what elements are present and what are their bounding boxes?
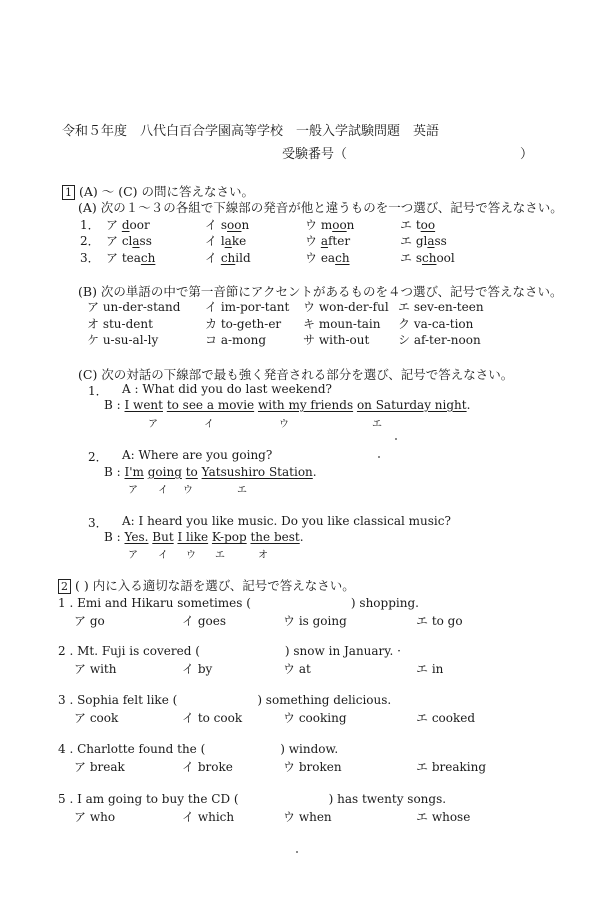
sentence-end: . (312, 465, 317, 479)
segment-mark: イ (204, 419, 214, 430)
underlined-part: ch (220, 251, 236, 265)
answer-choice: ア with (74, 662, 117, 676)
segment-mark: ア (128, 550, 138, 561)
exam-number-close: ） (520, 147, 534, 162)
segment-mark: ア (148, 419, 158, 430)
partB-choice (87, 331, 158, 348)
dialogue-line-b (104, 465, 317, 479)
partA-choice (400, 216, 435, 233)
question-stem (58, 596, 419, 610)
word-part: n (241, 218, 250, 232)
underlined-segment: I'm (124, 465, 144, 479)
exam-number-label: 受験番号（ (282, 147, 348, 162)
segment-mark: イ (158, 550, 168, 561)
choice-mark: ケ (87, 333, 103, 347)
word: a-mong (220, 333, 267, 347)
word: won-der-ful (318, 300, 389, 314)
underlined-segment: Yes. (124, 530, 149, 544)
choice-mark: ウ (303, 300, 319, 314)
choice-mark: ア (106, 251, 122, 265)
word: moun-tain (318, 317, 381, 331)
partB-choice (87, 298, 180, 315)
dialogue-line-b (104, 398, 470, 412)
segment-mark: ウ (186, 550, 196, 561)
choice-mark: エ (400, 251, 416, 265)
question-stem (58, 742, 338, 756)
choice-mark: エ (400, 218, 416, 232)
choice-mark: イ (205, 234, 221, 248)
partB-choice (205, 331, 266, 348)
answer-choice: ウ at (283, 662, 311, 676)
answer-choice: イ by (182, 662, 213, 676)
choice-mark: ア (106, 234, 122, 248)
choice-mark: イ (205, 300, 221, 314)
answer-choice: イ to cook (182, 711, 243, 725)
answer-choice: イ broke (182, 760, 233, 774)
word-part: fter (327, 234, 351, 248)
choice-mark: イ (205, 251, 221, 265)
choice-mark: イ (205, 218, 221, 232)
underlined-part: ch (140, 251, 156, 265)
sentence-end: . (466, 398, 471, 412)
stem-start: 4 . Charlotte found the ( (58, 742, 206, 756)
section1-number-box: 1 (62, 185, 75, 200)
partB-choice (205, 315, 281, 332)
choice-mark: カ (205, 317, 221, 331)
word-part: tea (121, 251, 141, 265)
section2-heading (58, 576, 355, 594)
partA-row-number: 2． (80, 234, 100, 248)
segment-mark: オ (258, 550, 268, 561)
choice-mark: エ (398, 300, 414, 314)
dialogue-line-a: A : What did you do last weekend? (122, 382, 332, 396)
answer-choice: ウ is going (283, 614, 347, 628)
choice-mark: ア (87, 300, 103, 314)
underlined-segment: I like (177, 530, 209, 544)
partA-instruction: (A) 次の１～３の各組で下線部の発音が他と違うものを一つ選び、記号で答えなさい。 (78, 200, 563, 215)
choice-mark: エ (400, 234, 416, 248)
segment-mark: イ (158, 485, 168, 496)
choice-mark: ウ (305, 218, 321, 232)
segment-mark: エ (372, 419, 382, 430)
underlined-segment: K-pop (211, 530, 247, 544)
word: un-der-stand (102, 300, 181, 314)
partA-choice (106, 216, 150, 233)
stem-end: ) snow in January. · (284, 644, 401, 658)
choice-mark: シ (398, 333, 414, 347)
segment-mark: エ (215, 550, 225, 561)
underlined-segment: But (152, 530, 174, 544)
speaker-label: B : (104, 465, 125, 479)
section1-heading-text: (A) ～ (C) の問に答えなさい。 (79, 184, 255, 199)
partA-choice (205, 216, 249, 233)
stem-end: ) has twenty songs. (328, 792, 447, 806)
question-stem (58, 644, 401, 658)
answer-choice: エ to go (416, 614, 463, 628)
answer-choice: ウ when (283, 810, 332, 824)
partA-choice (400, 249, 455, 266)
dialogue-number: 1． (88, 384, 108, 398)
answer-choice: エ in (416, 662, 444, 676)
section2-number-box: 2 (58, 579, 71, 594)
partC-instruction: (C) 次の対話の下線部で最も強く発音される部分を選び、記号で答えなさい。 (78, 367, 514, 382)
dialogue-number: 3． (88, 516, 108, 530)
word: im-por-tant (220, 300, 290, 314)
partB-choice (205, 298, 289, 315)
partB-choice (303, 331, 369, 348)
underlined-part: a (320, 234, 328, 248)
word-part: cl (121, 234, 133, 248)
speaker-label: B : (104, 530, 125, 544)
partB-choice (87, 315, 153, 332)
underlined-part: a (224, 234, 232, 248)
question-stem (58, 792, 446, 806)
underlined-segment: going (147, 465, 182, 479)
stem-start: 5 . I am going to buy the CD ( (58, 792, 239, 806)
word-part: ea (320, 251, 336, 265)
stem-start: 1 . Emi and Hikaru sometimes ( (58, 596, 251, 610)
partB-choice (303, 315, 381, 332)
underlined-part: oo (332, 218, 347, 232)
stem-end: ) something delicious. (257, 693, 392, 707)
word-part: ss (139, 234, 152, 248)
answer-choice: ウ cooking (283, 711, 347, 725)
exam-title: 令和５年度 八代白百合学園高等学校 一般入学試験問題 英語 (62, 124, 440, 139)
word-part: m (320, 218, 333, 232)
dialogue-number: 2． (88, 450, 108, 464)
answer-choice: ア who (74, 810, 116, 824)
underlined-segment: to (185, 465, 198, 479)
underlined-segment: with my friends (257, 398, 354, 412)
answer-choice: エ whose (416, 810, 471, 824)
answer-choice: ア break (74, 760, 125, 774)
partA-choice (305, 216, 354, 233)
word-part: ool (436, 251, 455, 265)
underlined-segment: Yatsushiro Station (201, 465, 313, 479)
segment-mark: ウ (183, 485, 193, 496)
word-part: ild (235, 251, 251, 265)
partA-choice (205, 249, 251, 266)
choice-mark: オ (87, 317, 103, 331)
word: stu-dent (102, 317, 153, 331)
word: u-su-al-ly (102, 333, 159, 347)
stem-end: ) shopping. (350, 596, 419, 610)
partA-choice (106, 249, 155, 266)
answer-choice: イ goes (182, 614, 226, 628)
choice-mark: サ (303, 333, 319, 347)
section2-heading-text: ( ) 内に入る適切な語を選び、記号で答えなさい。 (75, 578, 355, 593)
word-part: s (220, 218, 227, 232)
partA-choice (106, 232, 152, 249)
word: to-geth-er (220, 317, 282, 331)
partA-choice (205, 232, 246, 249)
partA-choice (400, 232, 447, 249)
underlined-part: a (427, 234, 435, 248)
choice-mark: ウ (305, 251, 321, 265)
word-part: n (346, 218, 355, 232)
answer-choice: エ breaking (416, 760, 487, 774)
choice-mark: ア (106, 218, 122, 232)
stem-start: 3 . Sophia felt like ( (58, 693, 178, 707)
word-part: t (415, 218, 421, 232)
partB-choice (398, 331, 481, 348)
partB-choice (303, 298, 389, 315)
choice-mark: キ (303, 317, 319, 331)
choice-mark: ウ (305, 234, 321, 248)
choice-mark: コ (205, 333, 221, 347)
segment-mark: ウ (279, 419, 289, 430)
scan-speck (296, 851, 298, 853)
word-part: gl (415, 234, 428, 248)
word-part: l (220, 234, 225, 248)
underlined-part: d (121, 218, 130, 232)
scan-speck (378, 456, 380, 458)
underlined-part: a (132, 234, 140, 248)
segment-mark: エ (237, 485, 247, 496)
word: with-out (318, 333, 370, 347)
partA-row-number: 1． (80, 218, 100, 232)
underlined-segment: I went (124, 398, 163, 412)
partA-row-number: 3． (80, 251, 100, 265)
stem-start: 2 . Mt. Fuji is covered ( (58, 644, 200, 658)
partB-choice (398, 315, 473, 332)
underlined-part: oo (227, 218, 242, 232)
answer-choice: ア go (74, 614, 105, 628)
underlined-segment: to see a movie (166, 398, 255, 412)
underlined-part: oo (420, 218, 436, 232)
word-part: ss (434, 234, 447, 248)
choice-mark: ク (398, 317, 414, 331)
segment-mark: ア (128, 485, 138, 496)
sentence-end: . (299, 530, 304, 544)
speaker-label: B : (104, 398, 125, 412)
stem-end: ) window. (280, 742, 339, 756)
partB-instruction: (B) 次の単語の中で第一音節にアクセントがあるものを４つ選び、記号で答えなさい。 (78, 284, 563, 299)
answer-choice: イ which (182, 810, 235, 824)
underlined-part: ch (335, 251, 350, 265)
underlined-part: ch (422, 251, 437, 265)
dialogue-line-a: A: Where are you going? (122, 448, 273, 462)
partA-choice (305, 249, 350, 266)
answer-choice: ウ broken (283, 760, 342, 774)
question-stem (58, 693, 391, 707)
answer-choice: エ cooked (416, 711, 476, 725)
answer-choice: ア cook (74, 711, 119, 725)
word: sev-en-teen (413, 300, 484, 314)
word: va-ca-tion (413, 317, 474, 331)
word: af-ter-noon (413, 333, 481, 347)
scan-speck (395, 438, 397, 440)
underlined-segment: on Saturday night (356, 398, 467, 412)
dialogue-line-b (104, 530, 304, 544)
word-part: oor (129, 218, 150, 232)
word-part: ke (231, 234, 247, 248)
partB-choice (398, 298, 484, 315)
word-part: s (415, 251, 422, 265)
partA-choice (305, 232, 350, 249)
dialogue-line-a: A: I heard you like music. Do you like classical music? (122, 514, 451, 528)
underlined-segment: the best (250, 530, 300, 544)
